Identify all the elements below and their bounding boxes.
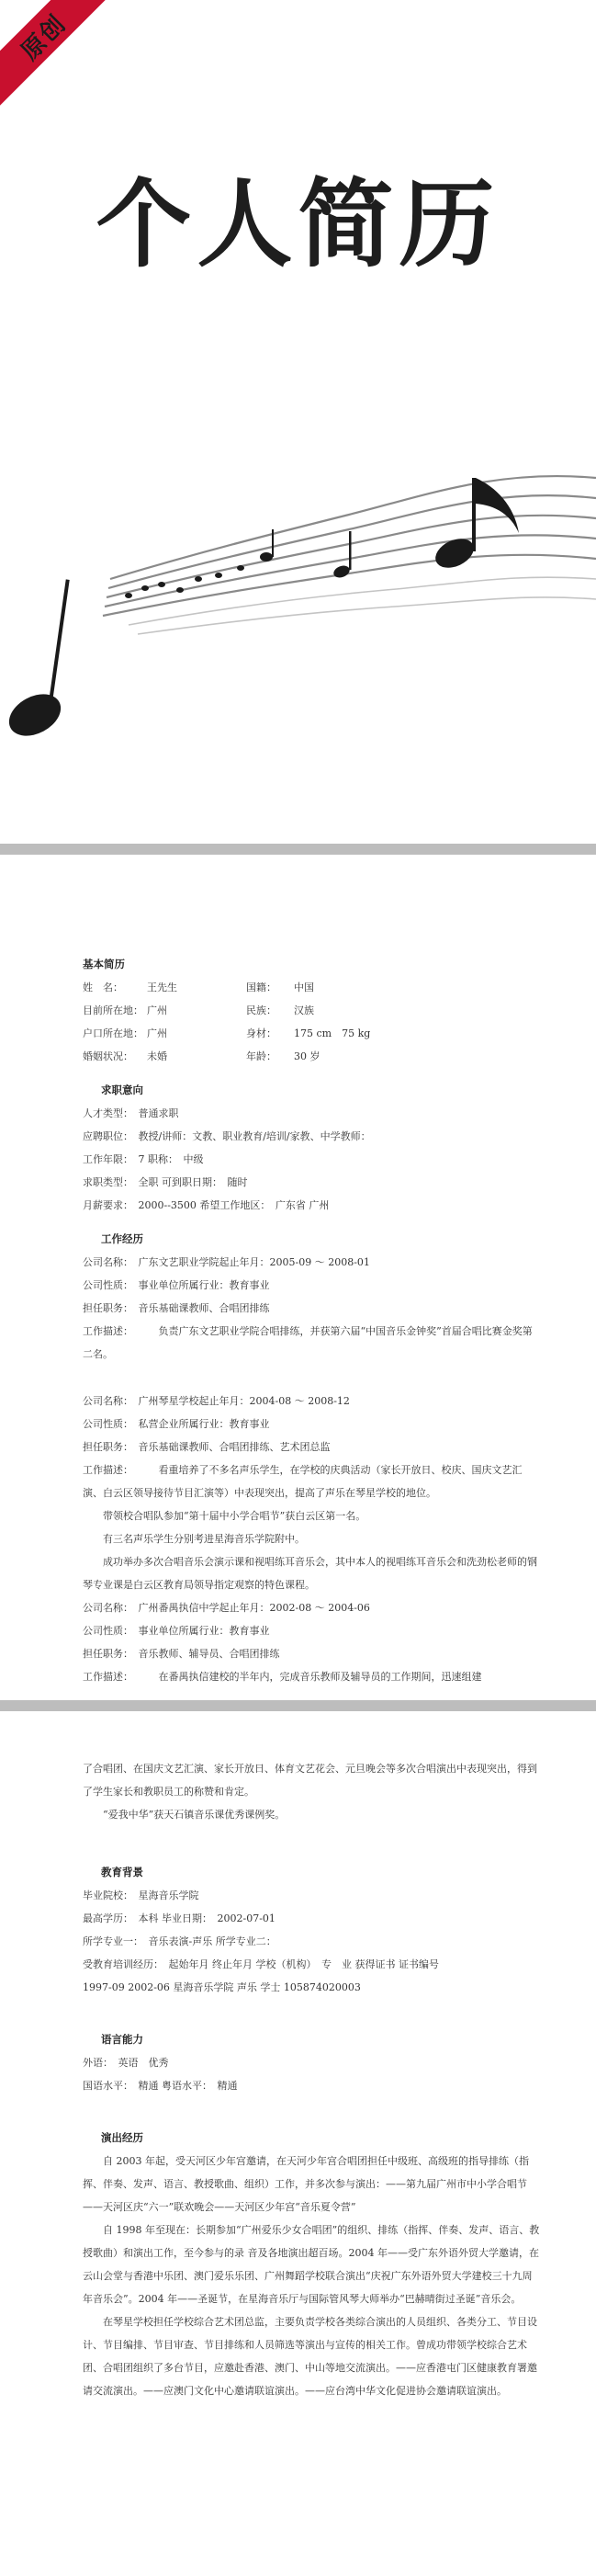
intent-line: 求职类型： 全职 可到职日期： 随时 (83, 1176, 248, 1188)
edu-line: 毕业院校： 星海音乐学院 (83, 1889, 199, 1901)
basic-key: 年龄： (246, 1050, 276, 1062)
basic-key: 民族： (246, 1004, 276, 1016)
basic-key: 身材： (246, 1027, 276, 1039)
basic-key: 户口所在地： (83, 1027, 143, 1039)
basic-key: 姓 名： (83, 982, 123, 993)
intent-line: 人才类型： 普通求职 (83, 1107, 179, 1119)
resume-page-1 (0, 855, 596, 1700)
cover-page (0, 0, 596, 844)
basic-value: 王先生 (147, 982, 177, 993)
work-description: 有三名声乐学生分别考进星海音乐学院附中。 (83, 1533, 305, 1545)
work-description-continued: 了合唱团、在国庆文艺汇演、家长开放日、体育文艺花会、元旦晚会等多次合唱演出中表现突出，得到了学生家长和教职员工的称赞和肯定。 (83, 1763, 537, 1798)
work-line: 公司名称： 广东文艺职业学院起止年月：2005-09 ～ 2008-01 (83, 1256, 370, 1268)
basic-value: 未婚 (147, 1050, 167, 1062)
award-line: “爱我中华”获天石镇音乐课优秀课例奖。 (83, 1809, 286, 1821)
section-title-intent: 求职意向 (101, 1084, 143, 1096)
work-description: 工作描述： 负责广东文艺职业学院合唱排练，并获第六届“中国音乐金钟奖”首届合唱比赛金奖第二名。 (83, 1325, 533, 1360)
original-badge-label: 原创 (16, 9, 73, 66)
intent-line: 月薪要求： 2000--3500 希望工作地区： 广东省 广州 (83, 1199, 330, 1211)
page-divider (0, 1700, 596, 1711)
basic-key: 目前所在地： (83, 1004, 143, 1016)
basic-value: 汉族 (294, 1004, 314, 1016)
basic-row (83, 999, 542, 1022)
performance-paragraph: 自 2003 年起，受天河区少年宫邀请，在天河少年宫合唱团担任中级班、高级班的指导排练（指挥、伴奏、发声、语言、教授歌曲、组织）工作，并多次参与演出：——第九届广州市中小学合唱节——天河区庆“六一”联欢晚会——天河区少年宫“音乐夏令营” (83, 2155, 529, 2213)
work-description: 带领校合唱队参加“第十届中小学合唱节”获白云区第一名。 (83, 1510, 366, 1522)
work-description: 成功举办多次合唱音乐会演示课和视唱练耳音乐会，其中本人的视唱练耳音乐会和洗劲松老师的钢琴专业课是白云区教育局领导指定观察的特色课程。 (83, 1556, 537, 1591)
section-title-performance: 演出经历 (101, 2131, 143, 2144)
work-line: 公司性质： 事业单位所属行业：教育事业 (83, 1279, 270, 1291)
education-list (83, 1884, 542, 1999)
basic-info-table (83, 976, 542, 1068)
cover-title: 个人简历 (96, 168, 500, 280)
quarter-note-large (2, 579, 70, 743)
work-line: 公司名称： 广州番禺执信中学起止年月：2002-08 ～ 2004-06 (83, 1602, 370, 1614)
edu-line: 最高学历： 本科 毕业日期： 2002-07-01 (83, 1912, 276, 1924)
basic-value: 30 岁 (294, 1050, 320, 1062)
work-block-2 (83, 1390, 542, 1596)
staff-line (108, 495, 596, 588)
edu-line: 受教育培训经历： 起始年月 终止年月 学校（机构） 专 业 获得证书 证书编号 (83, 1958, 439, 1970)
work-block-3 (83, 1596, 542, 1688)
original-badge (0, 0, 128, 121)
section-title-basic: 基本简历 (83, 958, 125, 970)
performance-list (83, 2150, 542, 2402)
resume-page-2 (0, 1711, 596, 2576)
section-title-education: 教育背景 (101, 1866, 143, 1878)
section-title-work: 工作经历 (101, 1232, 143, 1245)
work-description: 工作描述： 在番禺执信建校的半年内，完成音乐教师及辅导员的工作期间，迅速组建 (83, 1671, 482, 1683)
work-line: 担任职务： 音乐基础课教师、合唱团排练、艺术团总监 (83, 1441, 331, 1453)
basic-value: 中国 (294, 982, 314, 993)
basic-value: 广州 (147, 1004, 167, 1016)
work-line: 公司名称： 广州琴星学校起止年月：2004-08 ～ 2008-12 (83, 1395, 350, 1407)
intent-line: 应聘职位： 教授/讲师：文教、职业教育/培训/家教、中学教师： (83, 1130, 371, 1142)
work-block-1 (83, 1251, 542, 1366)
basic-key: 国籍： (246, 982, 276, 993)
section-title-language: 语言能力 (101, 2033, 143, 2046)
page-divider (0, 844, 596, 855)
edu-line: 所学专业一： 音乐表演-声乐 所学专业二： (83, 1935, 276, 1947)
basic-row (83, 976, 542, 999)
work-line: 担任职务： 音乐基础课教师、合唱团排练 (83, 1302, 270, 1314)
performance-paragraph: 在琴星学校担任学校综合艺术团总监，主要负责学校各类综合演出的人员组织、各类分工、节目设计、节目编排、节目审查、节目排练和人员筛选等演出与宣传的相关工作。曾成功带领学校综合艺术团、合唱团组织了多台节目，应邀赴香港、澳门、中山等地交流演出。——应香港屯门区健康教育署邀请交流演出。——应澳门文化中心邀请联谊演出。——应台湾中华文化促进协会邀请联谊演出。 (83, 2316, 537, 2397)
work-line: 公司性质： 私营企业所属行业：教育事业 (83, 1418, 270, 1430)
page-2-content (83, 1757, 542, 2402)
lang-line: 国语水平： 精通 粤语水平： 精通 (83, 2080, 238, 2092)
basic-value: 广州 (147, 1027, 167, 1039)
work-description: 工作描述： 看重培养了不多名声乐学生，在学校的庆典活动（家长开放日、校庆、国庆文艺汇演、白云区领导接待节目汇演等）中表现突出，提高了声乐在琴星学校的地位。 (83, 1464, 523, 1499)
language-list (83, 2051, 542, 2097)
work-line: 担任职务： 音乐教师、辅导员、合唱团排练 (83, 1648, 280, 1660)
basic-key: 婚姻状况： (83, 1050, 133, 1062)
intent-line: 工作年限： 7 职称： 中级 (83, 1153, 204, 1165)
page-1-content (83, 942, 542, 1688)
basic-value: 175 cm 75 kg (294, 1027, 371, 1039)
basic-row (83, 1045, 542, 1068)
basic-row (83, 1022, 542, 1045)
edu-line: 1997-09 2002-06 星海音乐学院 声乐 学士 105874020003 (83, 1981, 361, 1993)
work-line: 公司性质： 事业单位所属行业：教育事业 (83, 1625, 270, 1637)
intent-list (83, 1102, 542, 1217)
lang-line: 外语： 英语 优秀 (83, 2057, 169, 2069)
music-staff-illustration (0, 450, 596, 763)
performance-paragraph: 自 1998 年至现在：长期参加“广州爱乐少女合唱团”的组织、排练（指挥、伴奏、发声、语言、教授歌曲）和演出工作，至今参与的录 音及各地演出超百场。2004 年——受广东外语外贸大学邀请，在云山会堂与香港中乐团、澳门爱乐乐团、广州舞蹈学校联合演出“庆祝广东外语外贸大学建校三十九周年音乐会”。2004 年——圣诞节，在星海音乐厅与国际管风琴大师举办“巴赫晴街过圣诞”音乐会。 (83, 2224, 540, 2305)
